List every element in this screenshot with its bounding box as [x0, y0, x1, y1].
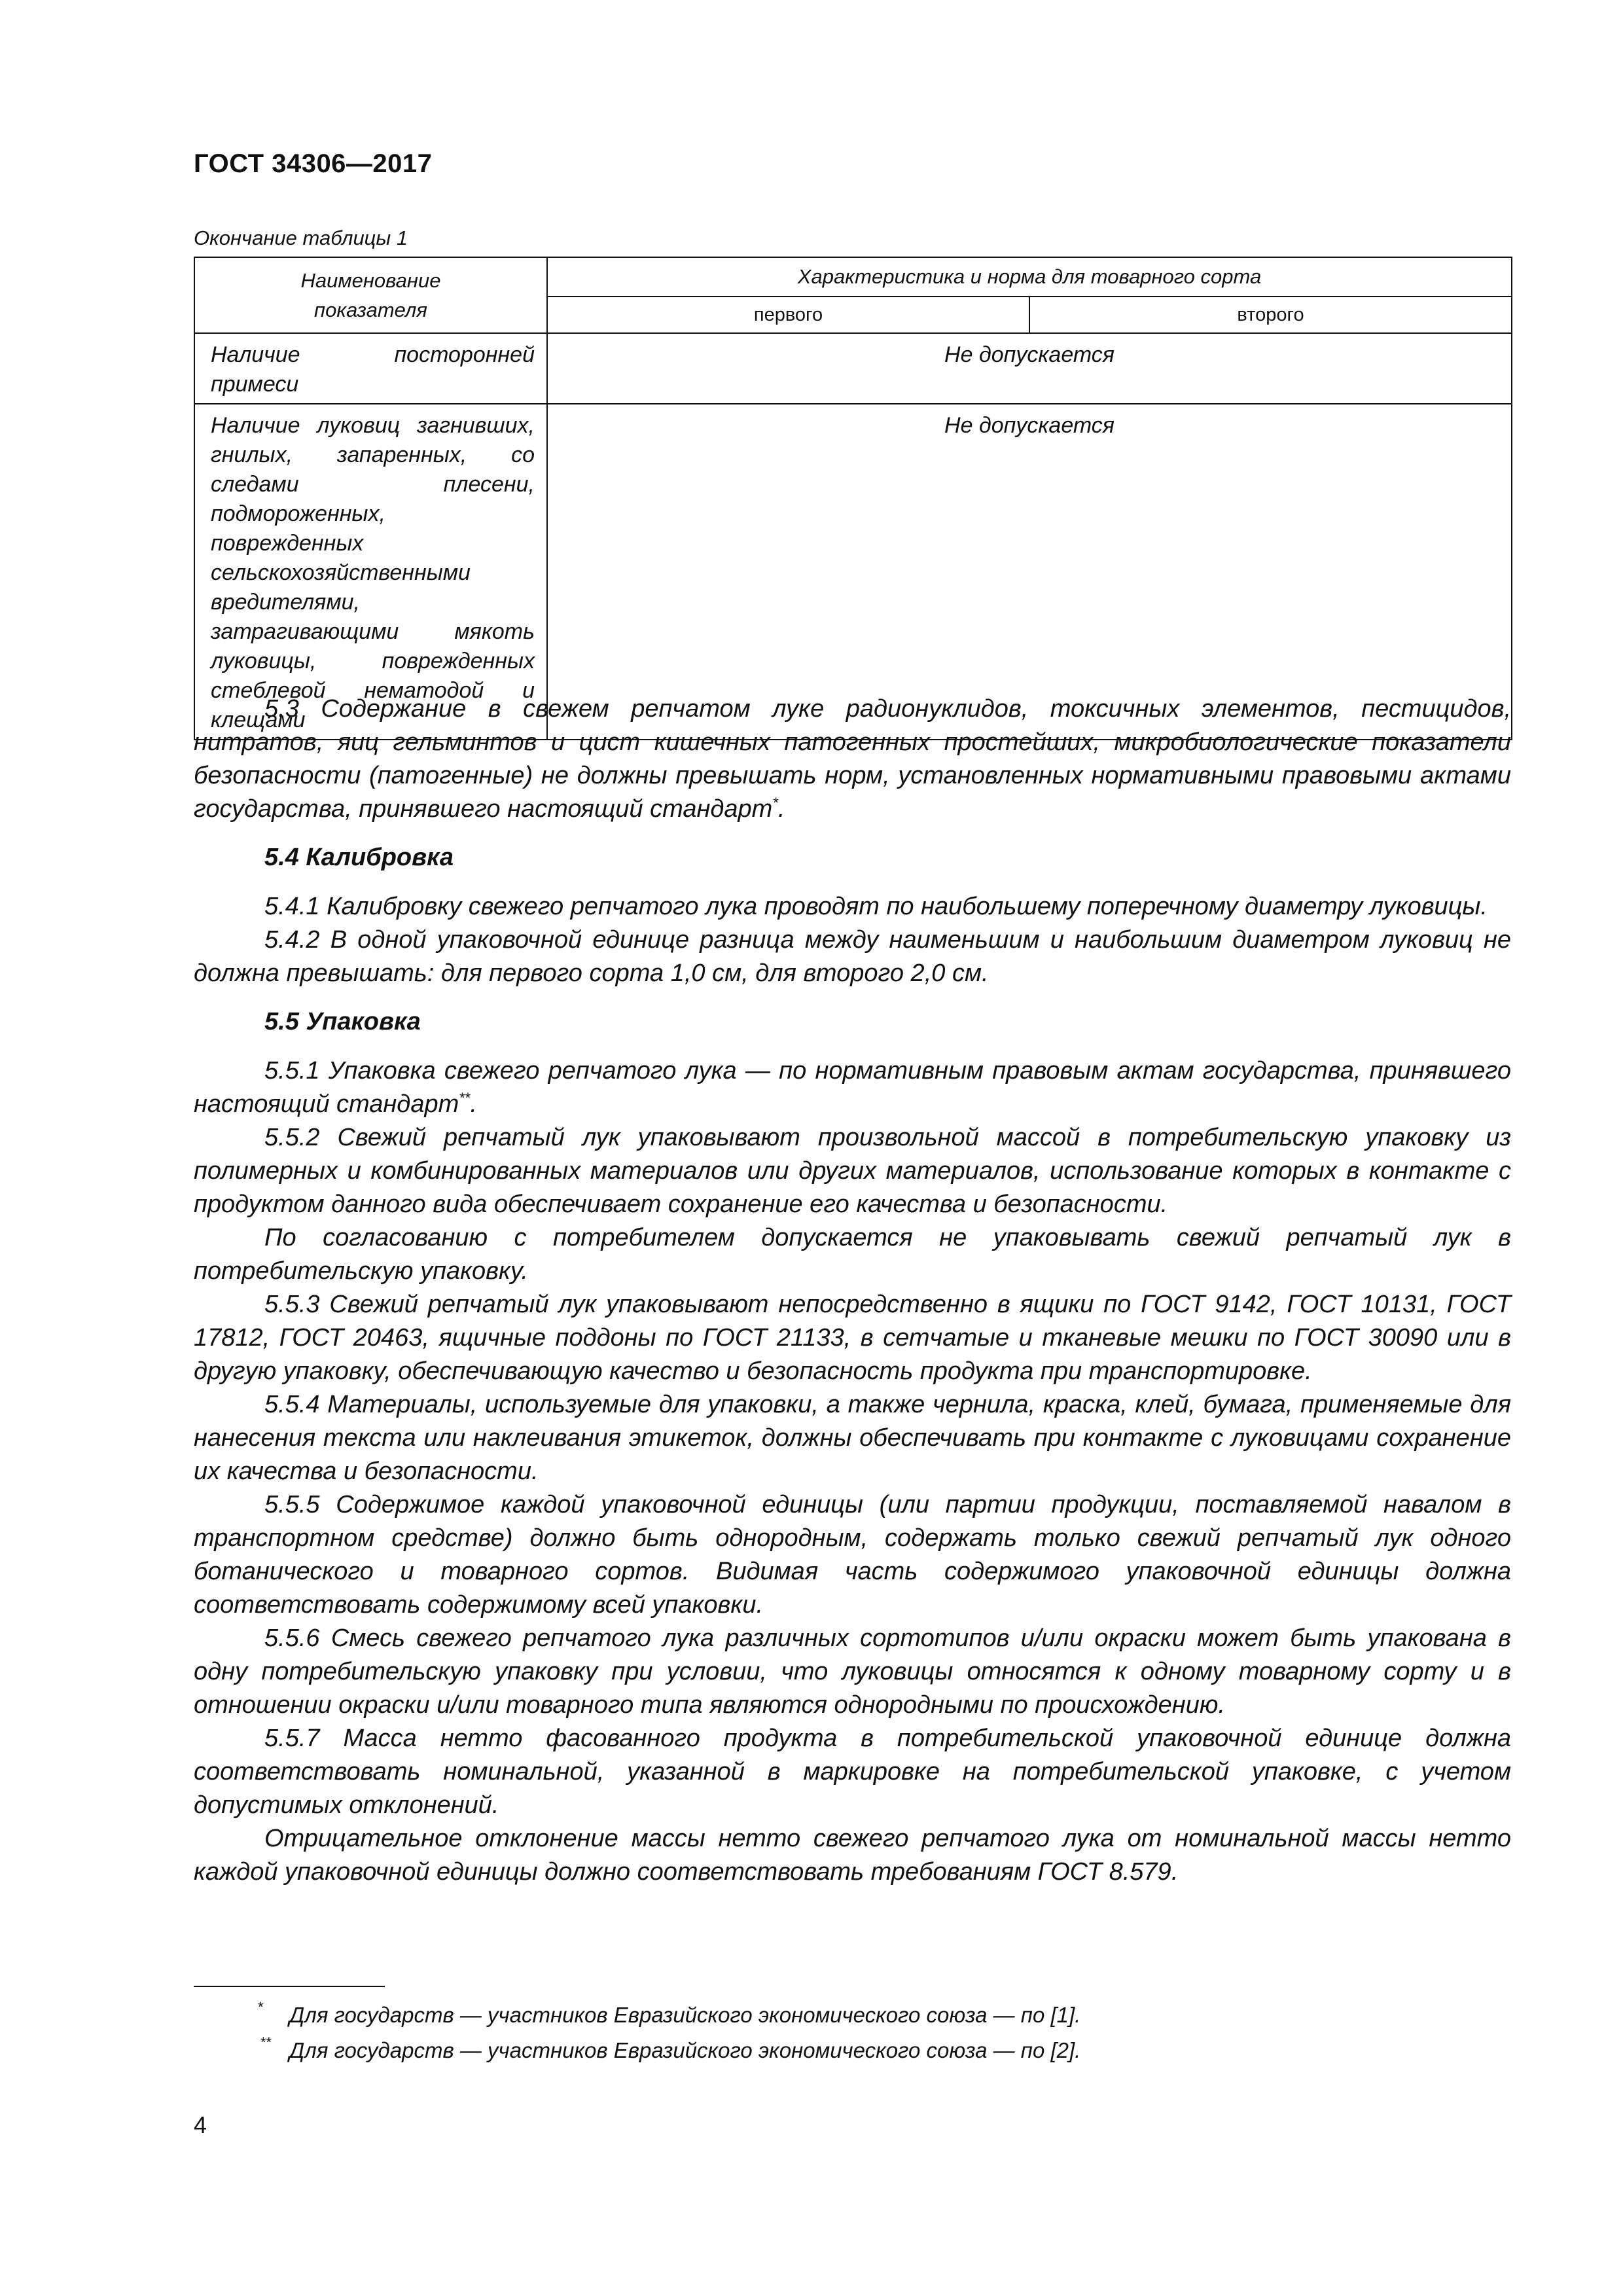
table-row [194, 333, 1512, 404]
paragraph-5-5-7: 5.5.7 Масса нетто фасованного продукта в потребительской упаковочной единице должна соответствовать номинальной, указанной в маркировке на потребительской упаковке, с учетом допустимых отклонений. [194, 1725, 1511, 1819]
footnote [194, 2033, 1511, 2068]
footnote-ref: ** [459, 1090, 471, 1106]
heading-5-4: 5.4 Калибровка [264, 844, 454, 871]
paragraph-5-5-1: 5.5.1 Упаковка свежего репчатого лука — по нормативным правовым актам государства, принявшего настоящий стандарт**. [194, 1057, 1511, 1118]
row-value: Не допускается [547, 333, 1512, 404]
paragraph-5-5-3: 5.5.3 Свежий репчатый лук упаковывают непосредственно в ящики по ГОСТ 9142, ГОСТ 10131, ГОСТ 17812, ГОСТ 20463, ящичные поддоны по ГОСТ 21133, в сетчатые и тканевые мешки по ГОСТ 30090 или в другую упаковку, обеспечивающую качество и безопасность продукта при транспортировке. [194, 1291, 1511, 1385]
footnote-mark: * [258, 1999, 264, 2015]
table-row [194, 404, 1512, 740]
column-header-second-grade: второго [1029, 296, 1512, 333]
body-text [194, 692, 1511, 1889]
footnote-mark: ** [260, 2034, 272, 2051]
paragraph-5-5-2b: По согласованию с потребителем допускается не упаковывать свежий репчатый лук в потребительскую упаковку. [194, 1224, 1511, 1285]
footnote-separator [194, 1986, 385, 1987]
document-title: ГОСТ 34306—2017 [194, 149, 433, 178]
paragraph-5-3: 5.3 Содержание в свежем репчатом луке радионуклидов, токсичных элементов, пестицидов, нитратов, яиц гельминтов и цист кишечных патогенных простейших, микробиологические показатели безопасности (патогенные) не должны превышать норм, установленных нормативными правовыми актами государства, принявшего настоящий стандарт*. [194, 695, 1511, 823]
table-caption: Окончание таблицы 1 [194, 226, 408, 249]
column-header-characteristic: Характеристика и норма для товарного сорта [547, 257, 1512, 296]
characteristics-table [194, 257, 1512, 740]
paragraph-5-4-2: 5.4.2 В одной упаковочной единице разница между наименьшим и наибольшим диаметром луковиц не должна превышать: для первого сорта 1,0 см, для второго 2,0 см. [194, 926, 1511, 987]
column-header-first-grade: первого [547, 296, 1029, 333]
footnote [194, 1998, 1511, 2033]
page-number: 4 [194, 2111, 207, 2138]
paragraph-5-5-7b: Отрицательное отклонение массы нетто свежего репчатого лука от номинальной массы нетто каждой упаковочной единицы должно соответствовать требованиям ГОСТ 8.579. [194, 1825, 1511, 1886]
paragraph-5-5-5: 5.5.5 Содержимое каждой упаковочной единицы (или партии продукции, поставляемой навалом в транспортном средстве) должно быть однородным, содержать только свежий репчатый лук одного ботанического и товарного сортов. Видимая часть содержимого упаковочной единицы должна соответствовать содержимому всей упаковки. [194, 1491, 1511, 1619]
paragraph-5-4-1: 5.4.1 Калибровку свежего репчатого лука проводят по наибольшему поперечному диаметру луковицы. [264, 893, 1488, 920]
footnotes [194, 1998, 1511, 2068]
paragraph-5-5-2: 5.5.2 Свежий репчатый лук упаковывают произвольной массой в потребительскую упаковку из полимерных и комбинированных материалов или других материалов, использование которых в контакте с продуктом данного вида обеспечивает сохранение его качества и безопасности. [194, 1124, 1511, 1218]
footnote-text: Для государств — участников Евразийского экономического союза — по [1]. [289, 2003, 1081, 2027]
paragraph-5-5-4: 5.5.4 Материалы, используемые для упаковки, а также чернила, краска, клей, бумага, применяемые для нанесения текста или наклеивания этикеток, должны обеспечивать при контакте с луковицами сохранение их качества и безопасности. [194, 1391, 1511, 1485]
row-label: Наличие посторонней примеси [194, 333, 547, 404]
footnote-ref: * [772, 795, 778, 811]
heading-5-5: 5.5 Упаковка [264, 1008, 421, 1035]
column-header-name: Наименование показателя [194, 257, 547, 333]
row-value: Не допускается [547, 404, 1512, 740]
paragraph-5-5-6: 5.5.6 Смесь свежего репчатого лука различных сортотипов и/или окраски может быть упакована в одну потребительскую упаковку при условии, что луковицы относятся к одному товарному сорту и в отношении окраски и/или товарного типа являются однородными по происхождению. [194, 1624, 1511, 1719]
footnote-text: Для государств — участников Евразийского экономического союза — по [2]. [289, 2038, 1081, 2062]
row-label: Наличие луковиц загнивших, гнилых, запаренных, со следами плесени, подмороженных, поврежденных сельскохозяйственными вредителями, затрагивающими мякоть луковицы, поврежденных стеблевой нематодой и клещами [194, 404, 547, 740]
